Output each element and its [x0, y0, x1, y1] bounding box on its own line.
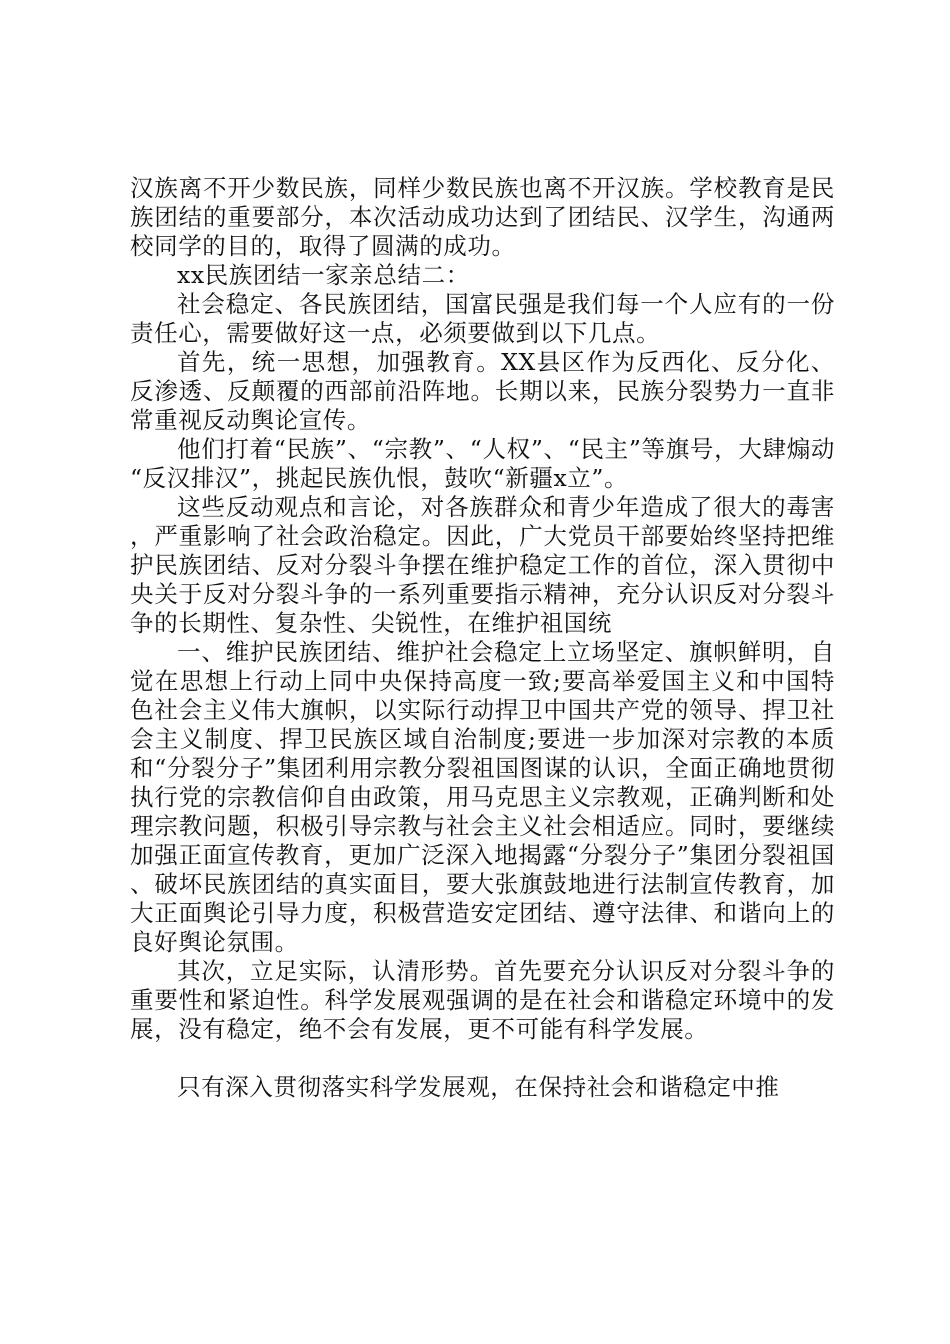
paragraph-8: 只有深入贯彻落实科学发展观，在保持社会和谐稳定中推 — [177, 1073, 780, 1101]
paragraph-6: 一、维护民族团结、维护社会稳定上立场坚定、旗帜鲜明，自觉在思想上行动上同中央保持高度一致;要高举爱国主义和中国特色社会主义伟大旗帜，以实际行动捍卫中国共产党的领导、捍卫社会主义制度、捍卫民族区域自治制度;要进一步加深对宗教的本质和“分裂分子”集团利用宗教分裂祖国图谋的认识，全面正确地贯彻执行党的宗教信仰自由政策，用马克思主义宗教观，正确判断和处理宗教问题，积极引导宗教与社会主义社会相适应。同时，要继续加强正面宣传教育，更加广泛深入地揭露“分裂分子”集团分裂祖国、破坏民族团结的真实面目，要大张旗鼓地进行法制宣传教育，加大正面舆论引导力度，积极营造安定团结、遵守法律、和谐向上的良好舆论氛围。 — [130, 638, 835, 956]
section-heading: xx民族团结一家亲总结二： — [177, 261, 470, 289]
paragraph-7: 其次，立足实际，认清形势。首先要充分认识反对分裂斗争的重要性和紧迫性。科学发展观强调的是在社会和谐稳定环境中的发展，没有稳定，绝不会有发展，更不可能有科学发展。 — [130, 957, 835, 1043]
paragraph-3: 首先，统一思想，加强教育。XX县区作为反西化、反分化、反渗透、反颠覆的西部前沿阵地。长期以来，民族分裂势力一直非常重视反动舆论宣传。 — [130, 348, 835, 434]
paragraph-1: 汉族离不开少数民族，同样少数民族也离不开汉族。学校教育是民族团结的重要部分，本次活动成功达到了团结民、汉学生，沟通两校同学的目的，取得了圆满的成功。 — [130, 174, 835, 260]
paragraph-2: 社会稳定、各民族团结，国富民强是我们每一个人应有的一份责任心，需要做好这一点，必须要做到以下几点。 — [130, 290, 835, 347]
document-body — [130, 174, 835, 1102]
paragraph-4: 他们打着“民族”、“宗教”、“人权”、“民主”等旗号，大肆煽动“反汉排汉”，挑起民族仇恨，鼓吹“新疆x立”。 — [130, 435, 835, 492]
paragraph-5: 这些反动观点和言论，对各族群众和青少年造成了很大的毒害，严重影响了社会政治稳定。因此，广大党员干部要始终坚持把维护民族团结、反对分裂斗争摆在维护稳定工作的首位，深入贯彻中央关于反对分裂斗争的一系列重要指示精神，充分认识反对分裂斗争的长期性、复杂性、尖锐性，在维护祖国统 — [130, 493, 835, 637]
